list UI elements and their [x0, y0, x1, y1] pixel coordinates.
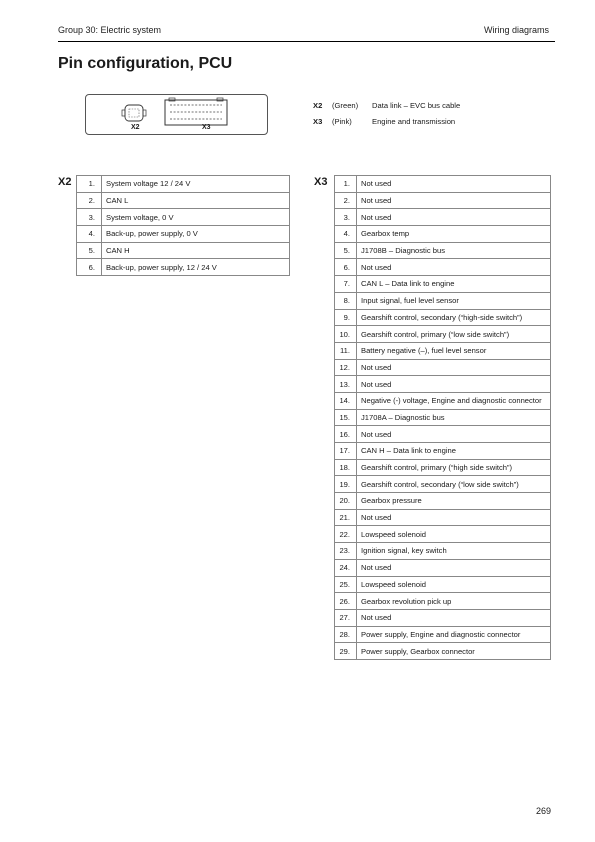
- pin-number: 2.: [335, 192, 357, 209]
- pin-row: [335, 342, 551, 359]
- x3-pin-table: [334, 175, 551, 660]
- pin-row: [335, 593, 551, 610]
- pin-row: [335, 276, 551, 293]
- pin-row: [335, 309, 551, 326]
- pin-number: 25.: [335, 576, 357, 593]
- pin-number: 11.: [335, 342, 357, 359]
- pin-function: Not used: [357, 359, 551, 376]
- pin-row: [335, 409, 551, 426]
- pin-number: 4.: [77, 226, 102, 243]
- pin-number: 13.: [335, 376, 357, 393]
- pin-number: 4.: [335, 226, 357, 243]
- pin-row: [335, 392, 551, 409]
- pin-row: [335, 643, 551, 660]
- pin-number: 3.: [77, 209, 102, 226]
- pin-row: [335, 192, 551, 209]
- pin-row: [335, 176, 551, 193]
- pin-function: Not used: [357, 559, 551, 576]
- pin-row: [335, 209, 551, 226]
- pin-row: [77, 259, 290, 276]
- pin-row: [335, 626, 551, 643]
- pin-number: 27.: [335, 609, 357, 626]
- pin-row: [335, 259, 551, 276]
- pin-function: Gearshift control, secondary (“high-side switch”): [357, 309, 551, 326]
- pin-number: 2.: [77, 192, 102, 209]
- figure-label-x2: X2: [131, 124, 140, 131]
- pcu-connector-figure: [85, 94, 268, 135]
- pin-row: [77, 176, 290, 193]
- pin-function: System voltage 12 / 24 V: [102, 176, 290, 193]
- pin-function: Back-up, power supply, 0 V: [102, 226, 290, 243]
- pin-number: 29.: [335, 643, 357, 660]
- header-chapter-title: Wiring diagrams: [484, 25, 550, 35]
- legend-code: X3: [313, 117, 323, 126]
- pin-number: 14.: [335, 392, 357, 409]
- pin-function: Power supply, Gearbox connector: [357, 643, 551, 660]
- pin-function: Ignition signal, key switch: [357, 543, 551, 560]
- pin-function: Not used: [357, 209, 551, 226]
- pin-function: Lowspeed solenoid: [357, 576, 551, 593]
- pin-function: Gearshift control, secondary (“low side switch”): [357, 476, 551, 493]
- pin-function: Gearshift control, primary (“low side switch”): [357, 326, 551, 343]
- pin-row: [335, 359, 551, 376]
- pin-function: Power supply, Engine and diagnostic connector: [357, 626, 551, 643]
- pin-function: Not used: [357, 192, 551, 209]
- pin-row: [335, 326, 551, 343]
- pin-number: 1.: [77, 176, 102, 193]
- pin-number: 6.: [335, 259, 357, 276]
- pin-row: [335, 559, 551, 576]
- pin-function: Not used: [357, 176, 551, 193]
- x2-connector-shape: [122, 105, 146, 121]
- pin-row: [335, 242, 551, 259]
- pin-row: [335, 376, 551, 393]
- pin-row: [335, 509, 551, 526]
- pin-row: [335, 459, 551, 476]
- pin-number: 7.: [335, 276, 357, 293]
- page-title: Pin configuration, PCU: [58, 55, 233, 72]
- pin-function: Not used: [357, 509, 551, 526]
- pin-function: CAN H: [102, 242, 290, 259]
- legend-color: (Pink): [332, 117, 352, 126]
- legend-description: Engine and transmission: [372, 117, 456, 126]
- pin-function: Gearbox temp: [357, 226, 551, 243]
- pin-row: [335, 426, 551, 443]
- pin-function: Battery negative (–), fuel level sensor: [357, 342, 551, 359]
- pin-number: 15.: [335, 409, 357, 426]
- pin-row: [335, 609, 551, 626]
- pin-number: 6.: [77, 259, 102, 276]
- x3-table-label: X3: [314, 176, 328, 188]
- pin-row: [335, 576, 551, 593]
- pin-row: [77, 192, 290, 209]
- pin-function: CAN L – Data link to engine: [357, 276, 551, 293]
- pin-row: [335, 543, 551, 560]
- pin-function: CAN L: [102, 192, 290, 209]
- pin-number: 3.: [335, 209, 357, 226]
- pin-number: 19.: [335, 476, 357, 493]
- pin-function: Negative (-) voltage, Engine and diagnostic connector: [357, 392, 551, 409]
- pin-function: Not used: [357, 376, 551, 393]
- pin-row: [77, 226, 290, 243]
- pin-number: 8.: [335, 292, 357, 309]
- pin-number: 24.: [335, 559, 357, 576]
- x2-pin-table: [76, 175, 290, 276]
- pin-number: 16.: [335, 426, 357, 443]
- pin-number: 22.: [335, 526, 357, 543]
- pcu-connector-drawing: [86, 95, 267, 134]
- pin-row: [335, 443, 551, 460]
- pin-function: Gearbox pressure: [357, 493, 551, 510]
- pin-number: 9.: [335, 309, 357, 326]
- pin-function: J1708A – Diagnostic bus: [357, 409, 551, 426]
- pin-number: 5.: [77, 242, 102, 259]
- page-number: 269: [536, 806, 552, 816]
- pin-row: [77, 242, 290, 259]
- pin-number: 26.: [335, 593, 357, 610]
- pin-number: 23.: [335, 543, 357, 560]
- header-rule: [58, 41, 555, 42]
- pin-function: Lowspeed solenoid: [357, 526, 551, 543]
- pin-function: Gearbox revolution pick up: [357, 593, 551, 610]
- pin-number: 1.: [335, 176, 357, 193]
- x3-connector-shape: [165, 98, 227, 125]
- pin-row: [335, 226, 551, 243]
- pin-number: 28.: [335, 626, 357, 643]
- pin-row: [335, 493, 551, 510]
- pin-function: CAN H – Data link to engine: [357, 443, 551, 460]
- pin-number: 12.: [335, 359, 357, 376]
- pin-number: 5.: [335, 242, 357, 259]
- figure-label-x3: X3: [202, 124, 211, 131]
- legend-code: X2: [313, 101, 323, 110]
- x2-table-label: X2: [58, 176, 72, 188]
- pin-number: 18.: [335, 459, 357, 476]
- pin-number: 17.: [335, 443, 357, 460]
- pin-function: System voltage, 0 V: [102, 209, 290, 226]
- pin-function: Not used: [357, 609, 551, 626]
- pin-function: Back-up, power supply, 12 / 24 V: [102, 259, 290, 276]
- pin-number: 20.: [335, 493, 357, 510]
- pin-function: J1708B – Diagnostic bus: [357, 242, 551, 259]
- pin-row: [335, 292, 551, 309]
- pin-function: Not used: [357, 426, 551, 443]
- pin-function: Gearshift control, primary (“high side switch”): [357, 459, 551, 476]
- pin-row: [77, 209, 290, 226]
- legend-description: Data link – EVC bus cable: [372, 101, 461, 110]
- header-section-title: Group 30: Electric system: [58, 25, 162, 35]
- pin-row: [335, 526, 551, 543]
- pin-row: [335, 476, 551, 493]
- legend-color: (Green): [332, 101, 359, 110]
- pin-function: Not used: [357, 259, 551, 276]
- pin-number: 21.: [335, 509, 357, 526]
- pin-function: Input signal, fuel level sensor: [357, 292, 551, 309]
- pin-number: 10.: [335, 326, 357, 343]
